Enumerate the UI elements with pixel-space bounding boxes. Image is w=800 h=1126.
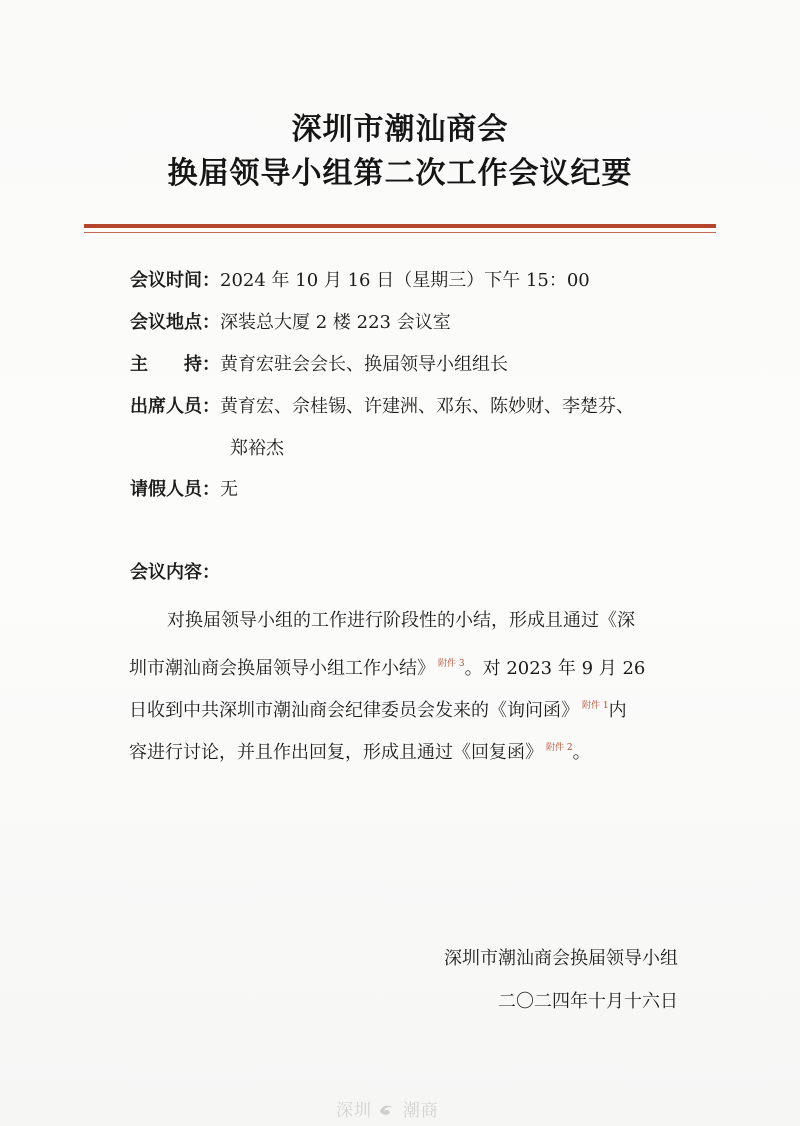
content-line-3: [129, 693, 627, 724]
content-line-2-text: 圳市潮汕商会换届领导小组工作小结》: [129, 658, 435, 679]
meeting-time-label: 会议时间：: [130, 270, 220, 291]
content-line-3-tail: 内: [608, 700, 627, 721]
watermark: [336, 1096, 439, 1121]
header-rule-thin: [84, 232, 716, 233]
meeting-place-label: 会议地点：: [130, 312, 220, 333]
content-heading: 会议内容：: [130, 562, 220, 583]
title-line-1: 深圳市潮汕商会: [291, 112, 509, 147]
meeting-attendees-row: [130, 394, 634, 420]
attachment-2-marker: 附件 2: [546, 743, 573, 753]
content-line-3-text: 日收到中共深圳市潮汕商会纪律委员会发来的《询问函》: [129, 700, 579, 721]
content-line-2-tail: 。对 2023 年 9 月 26: [464, 658, 646, 679]
content-line-4: [129, 735, 591, 766]
meeting-attendees-line-2: [230, 436, 284, 462]
attachment-3-marker: 附件 3: [438, 659, 465, 669]
content-heading-row: [130, 560, 220, 586]
meeting-attendees-line-2-text: 郑裕杰: [230, 438, 284, 459]
watermark-left-text: 深圳: [336, 1101, 372, 1121]
meeting-absent-label: 请假人员：: [130, 479, 220, 500]
attachment-1-marker: 附件 1: [582, 701, 609, 711]
meeting-host-value: 黄育宏驻会会长、换届领导小组组长: [220, 354, 508, 375]
content-line-1: 对换届领导小组的工作进行阶段性的小结，形成且通过《深: [167, 610, 635, 631]
signature-org: 深圳市潮汕商会换届领导小组: [444, 948, 678, 969]
content-line-4-tail: 。: [572, 742, 591, 763]
signature-date: 二〇二四年十月十六日: [498, 991, 678, 1012]
meeting-place-value: 深装总大厦 2 楼 223 会议室: [220, 312, 451, 333]
meeting-attendees-label: 出席人员：: [130, 396, 220, 417]
content-line-2: [129, 651, 645, 682]
header-rule-thick: [84, 224, 716, 228]
content-line-4-text: 容进行讨论，并且作出回复，形成且通过《回复函》: [129, 742, 543, 763]
meeting-host-row: [130, 352, 508, 378]
meeting-absent-value: 无: [220, 479, 238, 500]
swirl-logo-icon: [378, 1101, 402, 1121]
title-line-2: 换届领导小组第二次工作会议纪要: [167, 156, 633, 191]
meeting-place-row: [130, 310, 451, 336]
meeting-absent-row: [130, 477, 238, 503]
meeting-time-value: 2024 年 10 月 16 日（星期三）下午 15：00: [220, 270, 590, 291]
meeting-attendees-line-1: 黄育宏、佘桂锡、许建洲、邓东、陈妙财、李楚芬、: [220, 396, 634, 417]
watermark-right-text: 潮商: [402, 1101, 439, 1121]
meeting-time-row: [130, 268, 590, 294]
meeting-host-label: 主 持：: [130, 354, 220, 375]
